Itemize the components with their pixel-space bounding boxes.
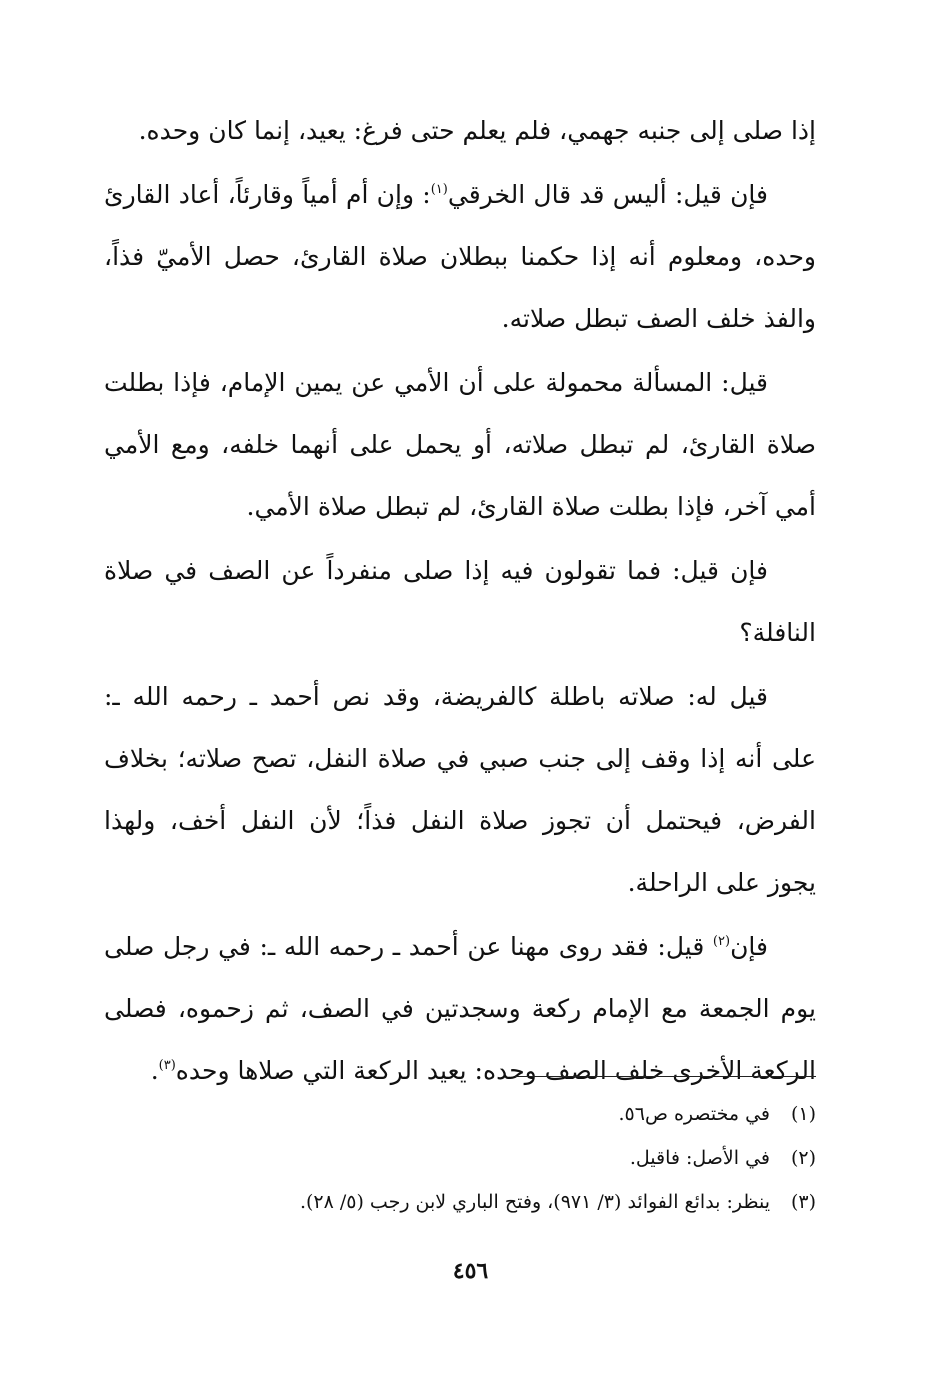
footnote-text: في مختصره ص٥٦.	[618, 1103, 770, 1125]
text-line: النافلة؟	[739, 618, 816, 647]
text-line: وحده، ومعلوم أنه إذا حكمنا ببطلان صلاة القارئ، حصل الأميّ فذاً،	[104, 242, 816, 271]
footnote-ref-1: (١)	[430, 182, 448, 197]
footnote-item	[104, 1092, 816, 1136]
paragraph-1	[104, 100, 816, 162]
footnote-text: ينظر: بدائع الفوائد (٣/ ٩٧١)، وفتح الباري لابن رجب (٥/ ٢٨).	[299, 1191, 770, 1213]
footnote-number: (٣)	[790, 1191, 816, 1213]
text-line: يوم الجمعة مع الإمام ركعة وسجدتين في الصف، ثم زحموه، فصلى	[104, 994, 816, 1023]
footnote-item	[104, 1180, 816, 1224]
footnote-item	[104, 1136, 816, 1180]
text-line: صلاة القارئ، لم تبطل صلاته، أو يحمل على أنهما خلفه، ومع الأمي	[104, 430, 816, 459]
text-line: قيل له: صلاته باطلة كالفريضة، وقد نص أحمد ـ رحمه الله ـ:	[104, 682, 768, 711]
text-line: والفذ خلف الصف تبطل صلاته.	[501, 304, 816, 333]
paragraph-3	[104, 352, 816, 538]
text-line: على أنه إذا وقف إلى جنب صبي في صلاة النفل، تصح صلاته؛ بخلاف	[104, 744, 816, 773]
footnote-ref-3: (٣)	[158, 1058, 176, 1073]
footnotes	[104, 1092, 816, 1224]
main-text	[104, 100, 816, 1104]
footnote-text: في الأصل: فاقيل.	[629, 1147, 770, 1169]
text-line: قيل: المسألة محمولة على أن الأمي عن يمين الإمام، فإذا بطلت	[104, 368, 768, 397]
paragraph-4	[104, 540, 816, 664]
text-line: فإن$^{(٢)}$ قيل: فقد روى مهنا عن أحمد ـ رحمه الله ـ: في رجل صلى	[104, 932, 768, 961]
page-number: ٤٥٦	[452, 1258, 489, 1284]
footnote-number: (٢)	[790, 1147, 816, 1169]
paragraph-5	[104, 666, 816, 914]
text-line: فإن قيل: فما تقولون فيه إذا صلى منفرداً عن الصف في صلاة	[104, 556, 768, 585]
text-line: فإن قيل: أليس قد قال الخرقي$^{(١)}$: وإن أم أمياً وقارئاً، أعاد القارئ	[104, 180, 768, 209]
footnote-number: (١)	[790, 1103, 816, 1125]
paragraph-2	[104, 164, 816, 350]
text-line: يجوز على الراحلة.	[627, 868, 816, 897]
text-line: إذا صلى إلى جنبه جهمي، فلم يعلم حتى فرغ: يعيد، إنما كان وحده.	[138, 116, 816, 145]
text-line: الفرض، فيحتمل أن تجوز صلاة النفل فذاً؛ لأن النفل أخف، ولهذا	[104, 806, 816, 835]
footnote-divider	[515, 1076, 816, 1077]
text-line: الركعة الأخرى خلف الصف وحده: يعيد الركعة التي صلاها وحده$^{(٣)}$.	[150, 1056, 816, 1085]
paragraph-6	[104, 916, 816, 1102]
footnote-ref-2: (٢)	[712, 934, 731, 949]
text-line: أمي آخر، فإذا بطلت صلاة القارئ، لم تبطل صلاة الأمي.	[246, 492, 816, 521]
